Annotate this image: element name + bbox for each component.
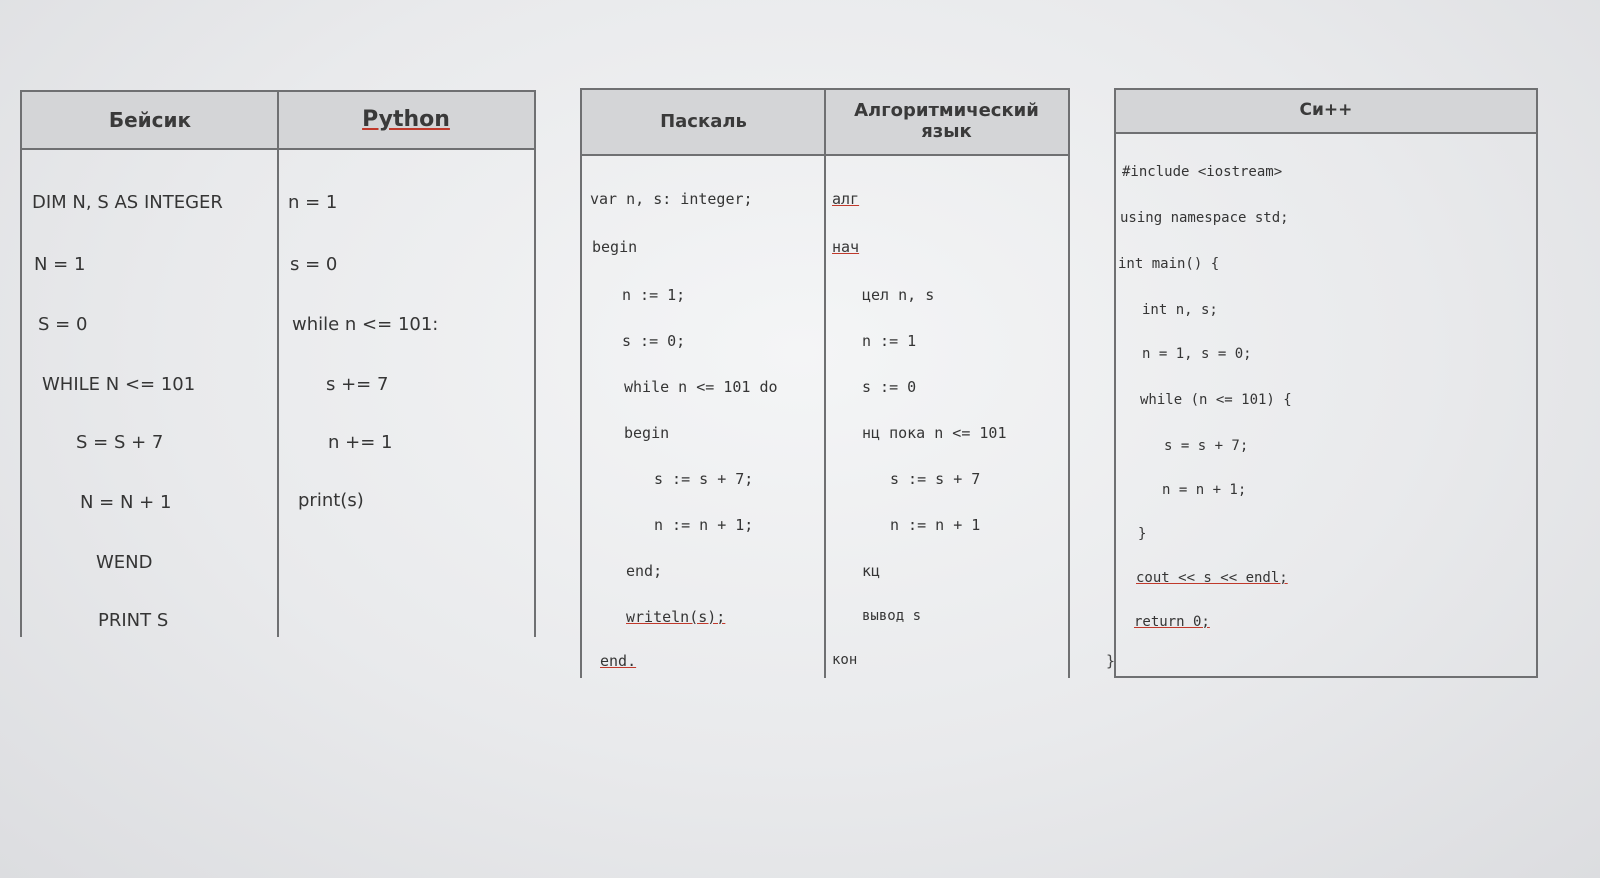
- basic-line: N = 1: [34, 254, 86, 275]
- cpp-line: s = s + 7;: [1164, 438, 1249, 454]
- python-line: n += 1: [328, 432, 393, 453]
- alg-line: нач: [832, 238, 860, 256]
- alg-line: кц: [862, 562, 881, 580]
- header-python: Python: [362, 107, 450, 133]
- pascal-line: end.: [600, 652, 637, 670]
- basic-line: S = S + 7: [76, 432, 164, 453]
- alg-line: n := 1: [862, 332, 917, 350]
- pascal-line: s := s + 7;: [654, 470, 754, 488]
- python-line: s = 0: [290, 254, 338, 275]
- pascal-line: begin: [624, 424, 670, 442]
- cpp-line: n = n + 1;: [1162, 482, 1247, 498]
- header-cpp: Си++: [1299, 100, 1353, 121]
- cpp-line: #include <iostream>: [1122, 164, 1283, 180]
- cpp-line: cout << s << endl;: [1136, 570, 1288, 586]
- basic-line: N = N + 1: [80, 492, 172, 513]
- basic-python-table: [20, 90, 536, 637]
- pascal-line: writeln(s);: [626, 608, 726, 626]
- pascal-line: var n, s: integer;: [590, 190, 753, 208]
- cpp-line: }: [1138, 526, 1147, 542]
- header-basic: Бейсик: [108, 107, 192, 132]
- pascal-line: begin: [592, 238, 638, 256]
- cpp-header-row: [1116, 90, 1536, 134]
- alg-line: s := 0: [862, 378, 917, 396]
- pascal-line: while n <= 101 do: [624, 378, 778, 396]
- pascal-alg-table: [580, 88, 1070, 678]
- alg-line: s := s + 7: [890, 470, 981, 488]
- pascal-line: s := 0;: [622, 332, 686, 350]
- basic-line: WHILE N <= 101: [42, 374, 196, 395]
- cpp-line: int main() {: [1118, 256, 1220, 272]
- basic-line: PRINT S: [98, 610, 169, 631]
- basic-line: S = 0: [38, 314, 88, 335]
- alg-line: вывод s: [862, 608, 922, 624]
- cpp-closing-brace: }: [1106, 652, 1116, 670]
- cpp-line: int n, s;: [1142, 302, 1218, 318]
- basic-line: WEND: [96, 552, 153, 573]
- python-line: print(s): [298, 490, 364, 511]
- python-line: while n <= 101:: [292, 314, 439, 335]
- pascal-line: n := 1;: [622, 286, 686, 304]
- cpp-line: n = 1, s = 0;: [1142, 346, 1252, 362]
- basic-line: DIM N, S AS INTEGER: [32, 192, 223, 213]
- alg-line: кон: [832, 652, 858, 668]
- basic-python-divider: [277, 92, 279, 637]
- alg-line: нц пока n <= 101: [862, 424, 1007, 442]
- cpp-table: [1114, 88, 1538, 678]
- alg-line: алг: [832, 190, 860, 208]
- header-alg: Алгоритмический язык: [854, 100, 1039, 142]
- cpp-line: return 0;: [1134, 614, 1210, 630]
- pascal-line: n := n + 1;: [654, 516, 754, 534]
- cpp-line: using namespace std;: [1120, 210, 1289, 226]
- python-line: n = 1: [288, 192, 338, 213]
- cpp-line: while (n <= 101) {: [1140, 392, 1292, 408]
- alg-line: n := n + 1: [890, 516, 981, 534]
- pascal-line: end;: [626, 562, 663, 580]
- alg-line: цел n, s: [862, 286, 935, 304]
- header-pascal: Паскаль: [660, 110, 747, 132]
- python-line: s += 7: [326, 374, 389, 395]
- pascal-alg-divider: [824, 90, 826, 678]
